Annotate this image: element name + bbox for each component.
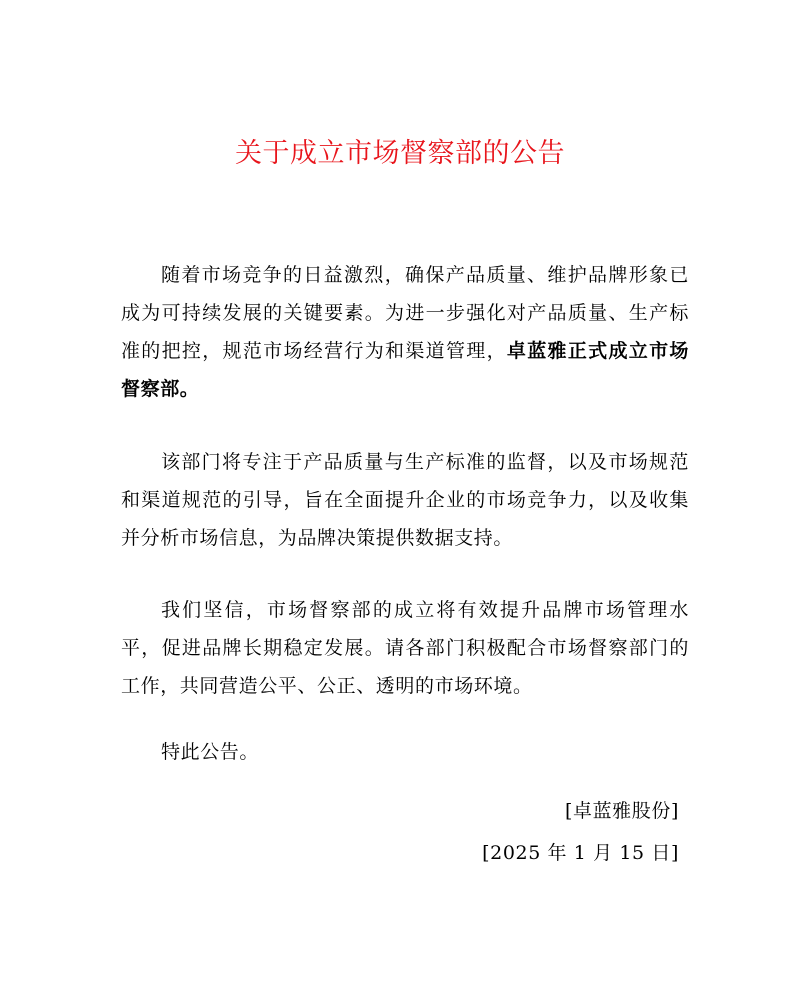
paragraph-intro-bold: 卓蓝雅正式成立市场督察部。: [121, 340, 689, 400]
paragraph-belief: 我们坚信，市场督察部的成立将有效提升品牌市场管理水平，促进品牌长期稳定发展。请各部门积极配合市场督察部门的工作，共同营造公平、公正、透明的市场环境。: [121, 599, 689, 697]
paragraph-intro-text: 随着市场竞争的日益激烈，确保产品质量、维护品牌形象已成为可持续发展的关键要素。为进一步强化对产品质量、生产标准的把控，规范市场经营行为和渠道管理，: [121, 264, 689, 362]
signature-date: [2025 年 1 月 15 日]: [482, 842, 679, 864]
document-title: 关于成立市场督察部的公告: [235, 138, 565, 169]
paragraph-closing: 特此公告。: [161, 741, 260, 763]
signature-company: [卓蓝雅股份]: [564, 800, 679, 822]
paragraph-department-duties: 该部门将专注于产品质量与生产标准的监督，以及市场规范和渠道规范的引导，旨在全面提升企业的市场竞争力，以及收集并分析市场信息，为品牌决策提供数据支持。: [121, 451, 689, 549]
paragraph-intro: [121, 256, 689, 408]
